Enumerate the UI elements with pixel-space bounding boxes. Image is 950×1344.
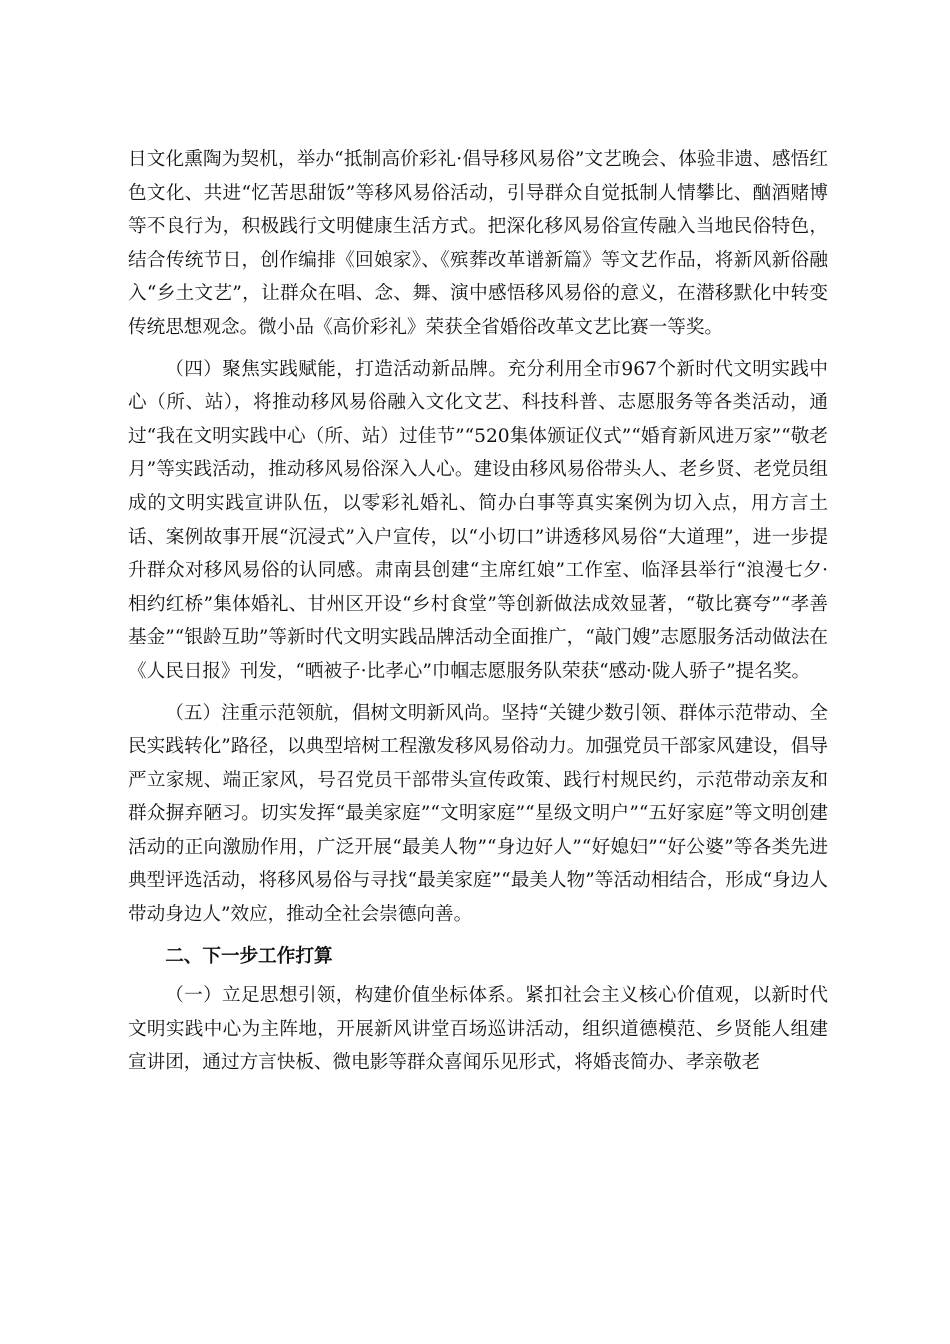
paragraph-next-step-one: （一）立足思想引领，构建价值坐标体系。紧扣社会主义核心价值观，以新时代文明实践中心为主阵地，开展新风讲堂百场巡讲活动，组织道德模范、乡贤能人组建宣讲团，通过方言快板、微电影等群众喜闻乐见形式，将婚丧简办、孝亲敬老 [128,985,828,1074]
document-body [128,143,828,1088]
paragraph-continuation: 日文化熏陶为契机，举办“抵制高价彩礼·倡导移风易俗”文艺晚会、体验非遗、感悟红色文化、共进“忆苦思甜饭”等移风易俗活动，引导群众自觉抵制人情攀比、酗酒赌博等不良行为，积极践行文明健康生活方式。把深化移风易俗宣传融入当地民俗特色，结合传统节日，创作编排《回娘家》、《殡葬改革谱新篇》等文艺作品，将新风新俗融入“乡土文艺”，让群众在唱、念、舞、演中感悟移风易俗的意义，在潜移默化中转变传统思想观念。微小品《高价彩礼》荣获全省婚俗改革文艺比赛一等奖。 [128,149,828,338]
paragraph-section-four: （四）聚焦实践赋能，打造活动新品牌。充分利用全市967个新时代文明实践中心（所、站），将推动移风易俗融入文化文艺、科技科普、志愿服务等各类活动，通过“我在文明实践中心（所、站）过佳节”“520集体颁证仪式”“婚育新风进万家”“敬老月”等实践活动，推动移风易俗深入人心。建设由移风易俗带头人、老乡贤、老党员组成的文明实践宣讲队伍，以零彩礼婚礼、简办白事等真实案例为切入点，用方言土话、案例故事开展“沉浸式”入户宣传，以“小切口”讲透移风易俗“大道理”，进一步提升群众对移风易俗的认同感。肃南县创建“主席红娘”工作室、临泽县举行“浪漫七夕·相约红桥”集体婚礼、甘州区开设“乡村食堂”等创新做法成效显著，“敬比赛夸”“孝善基金”“银龄互助”等新时代文明实践品牌活动全面推广，“敲门嫂”志愿服务活动做法在《人民日报》刊发，“晒被子·比孝心”巾帼志愿服务队荣获“感动·陇人骄子”提名奖。 [128,358,828,682]
section-heading-next-steps: 二、下一步工作打算 [165,945,333,967]
paragraph-section-five: （五）注重示范领航，倡树文明新风尚。坚持“关键少数引领、群体示范带动、全民实践转化”路径，以典型培树工程激发移风易俗动力。加强党员干部家风建设，倡导严立家规、端正家风，号召党员干部带头宣传政策、践行村规民约，示范带动亲友和群众摒弃陋习。切实发挥“最美家庭”“文明家庭”“星级文明户”“五好家庭”等文明创建活动的正向激励作用，广泛开展“最美人物”“身边好人”“好媳妇”“好公婆”等各类先进典型评选活动，将移风易俗与寻找“最美家庭”“最美人物”等活动相结合，形成“身边人带动身边人”效应，推动全社会崇德向善。 [128,702,828,926]
